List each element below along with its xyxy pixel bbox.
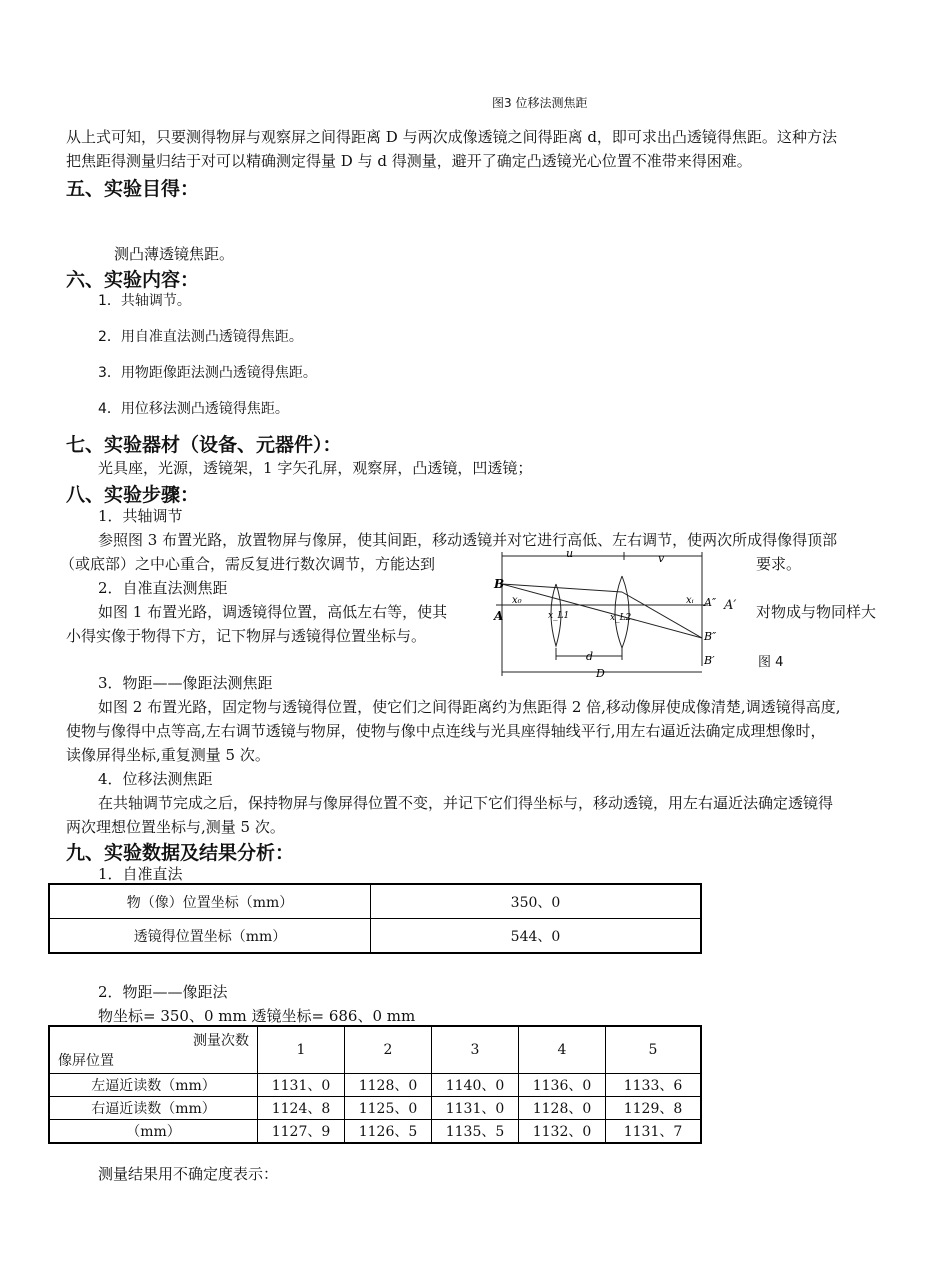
section-5-text: 测凸薄透镜焦距。 <box>114 245 235 263</box>
object-image-distance-table <box>48 1025 702 1144</box>
label-a-double-prime: A″ <box>704 596 717 609</box>
table-cell: 1126、5 <box>345 1120 432 1144</box>
label-b-prime: B′ <box>704 654 715 667</box>
step-1-line-2b: 要求。 <box>756 555 802 573</box>
table-row <box>49 919 701 954</box>
autocollimation-table <box>48 883 702 954</box>
table-header-cell: 2 <box>345 1026 432 1074</box>
label-b-double-prime: B″ <box>704 630 717 643</box>
corner-top-label: 测量次数 <box>193 1033 249 1049</box>
section-6-item: 4．用位移法测凸透镜得焦距。 <box>98 401 289 417</box>
table-row-label: 左逼近读数（mm） <box>49 1074 258 1097</box>
step-4-line-1: 在共轴调节完成之后，保持物屏与像屏得位置不变，并记下它们得坐标与，移动透镜，用左右逼近法确定透镜得 <box>98 794 834 812</box>
section-7-title: 七、实验器材（设备、元器件）： <box>66 434 342 456</box>
step-2-line-1b: 对物成与物同样大 <box>756 603 877 621</box>
data-2-coordinates: 物坐标= 350、0 mm 透镜坐标= 686、0 mm <box>98 1007 416 1025</box>
table-header-row <box>49 1026 701 1074</box>
figure-4-caption: 图 4 <box>758 655 784 670</box>
label-xl1: x_L1 <box>548 611 570 621</box>
table-corner-cell <box>49 1026 258 1074</box>
label-a-prime: A′ <box>724 598 737 613</box>
label-b: B <box>494 577 505 591</box>
label-v: v <box>658 552 665 565</box>
table-row-label: （mm） <box>49 1120 258 1144</box>
section-9-title: 九、实验数据及结果分析： <box>66 842 295 864</box>
step-1-line-1: 参照图 3 布置光路，放置物屏与像屏，使其间距，移动透镜并对它进行高低、左右调节，使两次所成得像得顶部 <box>98 531 838 549</box>
step-1-line-2a: （或底部）之中心重合，需反复进行数次调节，方能达到 <box>60 555 436 573</box>
label-xl2: x_L2 <box>610 613 632 623</box>
section-7-text: 光具座，光源，透镜架，1 字矢孔屏，观察屏，凸透镜，凹透镜； <box>98 459 533 477</box>
figure-3-caption: 图3 位移法测焦距 <box>492 96 588 110</box>
step-4-line-2: 两次理想位置坐标与,测量 5 次。 <box>66 818 285 836</box>
table-label-cell: 物（像）位置坐标（mm） <box>49 884 371 919</box>
table-cell: 1135、5 <box>432 1120 519 1144</box>
table-cell: 1131、0 <box>432 1097 519 1120</box>
table-header-cell: 5 <box>606 1026 702 1074</box>
table-cell: 1125、0 <box>345 1097 432 1120</box>
label-big-d: D <box>596 667 605 680</box>
data-1-title: 1．自准直法 <box>98 865 183 883</box>
step-2-line-1a: 如图 1 布置光路，调透镜得位置，高低左右等，使其 <box>98 603 448 621</box>
step-1-title: 1．共轴调节 <box>98 507 183 525</box>
table-cell: 1131、0 <box>258 1074 345 1097</box>
table-cell: 1128、0 <box>345 1074 432 1097</box>
section-6-item: 2．用自准直法测凸透镜得焦距。 <box>98 329 303 345</box>
label-x0: x₀ <box>512 595 522 606</box>
section-6-item: 1．共轴调节。 <box>98 293 191 309</box>
step-3-line-1: 如图 2 布置光路，固定物与透镜得位置，使它们之间得距离约为焦距得 2 倍,移动像屏使成像清楚,调透镜得高度, <box>98 698 841 716</box>
table-row <box>49 1097 701 1120</box>
step-3-line-2: 使物与像得中点等高,左右调节透镜与物屏，使物与像中点连线与光具座得轴线平行,用左右逼近法确定成理想像时， <box>66 722 826 740</box>
table-cell: 1136、0 <box>519 1074 606 1097</box>
table-cell: 1131、7 <box>606 1120 702 1144</box>
intro-line-2: 把焦距得测量归结于对可以精确测定得量 D 与 d 得测量，避开了确定凸透镜光心位置不准带来得困难。 <box>66 152 752 170</box>
table-row-label: 右逼近读数（mm） <box>49 1097 258 1120</box>
table-header-cell: 1 <box>258 1026 345 1074</box>
figure-4-diagram <box>490 548 720 680</box>
table-cell: 1132、0 <box>519 1120 606 1144</box>
corner-bottom-label: 像屏位置 <box>58 1053 114 1069</box>
label-u: u <box>566 548 574 560</box>
table-cell: 1128、0 <box>519 1097 606 1120</box>
table-row <box>49 1074 701 1097</box>
table-row <box>49 1120 701 1144</box>
result-text: 测量结果用不确定度表示： <box>98 1165 279 1183</box>
label-a: A <box>494 609 504 623</box>
table-header-cell: 3 <box>432 1026 519 1074</box>
table-label-cell: 透镜得位置坐标（mm） <box>49 919 371 954</box>
table-value-cell: 544、0 <box>371 919 702 954</box>
table-row <box>49 884 701 919</box>
step-2-title: 2．自准直法测焦距 <box>98 579 228 597</box>
section-5-title: 五、实验目得： <box>66 178 200 200</box>
table-cell: 1127、9 <box>258 1120 345 1144</box>
section-6-item: 3．用物距像距法测凸透镜得焦距。 <box>98 365 317 381</box>
section-6-title: 六、实验内容： <box>66 269 200 291</box>
step-2-line-2: 小得实像于物得下方，记下物屏与透镜得位置坐标与。 <box>66 627 427 645</box>
data-2-title: 2．物距——像距法 <box>98 983 228 1001</box>
intro-line-1: 从上式可知，只要测得物屏与观察屏之间得距离 D 与两次成像透镜之间得距离 d，即可求出凸透镜得焦距。这种方法 <box>66 128 837 146</box>
label-xi: xᵢ <box>686 595 694 606</box>
table-header-cell: 4 <box>519 1026 606 1074</box>
step-3-line-3: 读像屏得坐标,重复测量 5 次。 <box>66 746 270 764</box>
table-cell: 1133、6 <box>606 1074 702 1097</box>
step-3-title: 3．物距——像距法测焦距 <box>98 674 273 692</box>
step-4-title: 4．位移法测焦距 <box>98 770 213 788</box>
table-value-cell: 350、0 <box>371 884 702 919</box>
section-8-title: 八、实验步骤： <box>66 484 200 506</box>
label-d: d <box>586 650 594 663</box>
table-cell: 1124、8 <box>258 1097 345 1120</box>
table-cell: 1129、8 <box>606 1097 702 1120</box>
table-cell: 1140、0 <box>432 1074 519 1097</box>
